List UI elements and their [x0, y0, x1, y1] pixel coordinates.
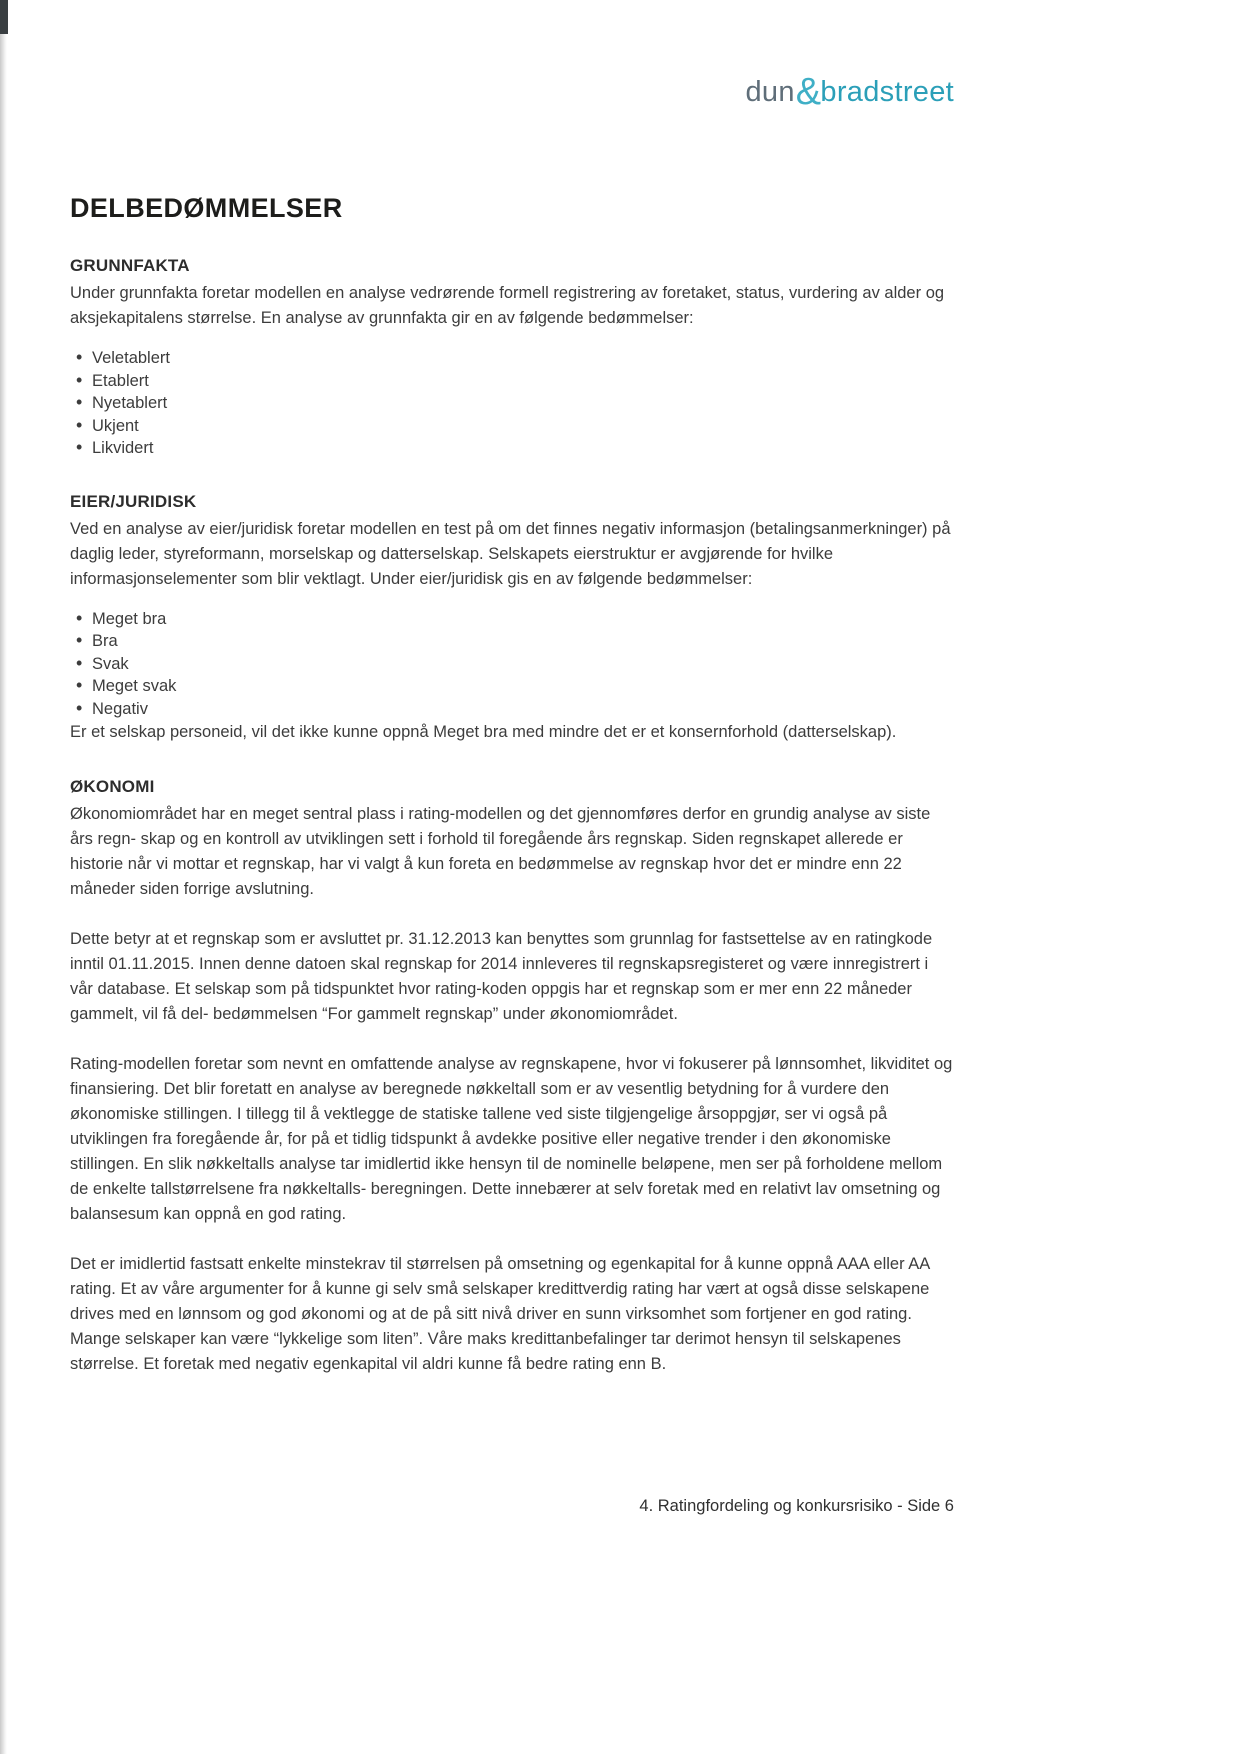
list-item: • Etablert: [76, 370, 954, 393]
page-content: [70, 0, 954, 1377]
scan-corner-artifact: [0, 0, 8, 34]
paragraph-okonomi-2: Dette betyr at et regnskap som er avsluttet pr. 31.12.2013 kan benyttes som grunnlag for fastsettelse av en ratingkode inntil 01.11.2015. Innen denne datoen skal regnskap for 2014 innleveres til regnskapsregisteret og være innregistrert i vår database. Et selskap som på tidspunktet hvor rating-koden oppgis har et regnskap som er mer enn 22 måneder gammelt, vil få del- bedømmelsen “For gammelt regnskap” under økonomiområdet.: [70, 930, 933, 1023]
list-item: • Likvidert: [76, 437, 954, 460]
eier-juridisk-bullet-list: [70, 608, 954, 721]
section-okonomi: [70, 777, 954, 1377]
page-footer: 4. Ratingfordeling og konkursrisiko - Side 6: [639, 1497, 954, 1515]
logo-ampersand-icon: &: [795, 71, 822, 113]
paragraph-okonomi-1: Økonomiområdet har en meget sentral plass i rating-modellen og det gjennomføres derfor en grundig analyse av siste års regn- skap og en kontroll av utviklingen sett i forhold til foregående års regnskap. Siden regnskapet allerede er historie når vi mottar et regnskap, har vi valgt å kun foreta en bedømmelse av regnskap hvor det er mindre enn 22 måneder siden forrige avslutning.: [70, 805, 931, 898]
list-item: • Nyetablert: [76, 392, 954, 415]
section-grunnfakta: [70, 256, 954, 460]
list-item: • Veletablert: [76, 347, 954, 370]
page-title: DELBEDØMMELSER: [70, 193, 343, 223]
list-item: • Bra: [76, 630, 954, 653]
list-item: • Negativ: [76, 698, 954, 721]
list-item: • Meget svak: [76, 675, 954, 698]
list-item: • Svak: [76, 653, 954, 676]
section-heading-grunnfakta: GRUNNFAKTA: [70, 256, 190, 275]
grunnfakta-bullet-list: [70, 347, 954, 460]
list-item: • Ukjent: [76, 415, 954, 438]
paragraph-grunnfakta-intro: Under grunnfakta foretar modellen en analyse vedrørende formell registrering av foretaket, status, vurdering av alder og aksjekapitalens størrelse. En analyse av grunnfakta gir en av følgende bedømmelser:: [70, 284, 945, 327]
logo-dun-text: dun: [745, 76, 795, 108]
paragraph-eier-juridisk-intro: Ved en analyse av eier/juridisk foretar modellen en test på om det finnes negativ informasjon (betalingsanmerkninger) på daglig leder, styreformann, morselskap og datterselskap. Selskapets eierstruktur er avgjørende for hvilke informasjonselementer som blir vektlagt. Under eier/juridisk gis en av følgende bedømmelser:: [70, 519, 951, 588]
section-heading-eier-juridisk: EIER/JURIDISK: [70, 491, 197, 511]
page-edge-shadow: [0, 0, 7, 1754]
section-eier-juridisk: [70, 492, 954, 746]
dun-bradstreet-logo: [70, 0, 954, 113]
paragraph-okonomi-4: Det er imidlertid fastsatt enkelte minstekrav til størrelsen på omsetning og egenkapital for å kunne oppnå AAA eller AA rating. Et av våre argumenter for å kunne gi selv små selskaper kredittverdig rating har vært at også disse selskapene drives med en lønnsom og god økonomi og at de på sitt nivå driver en sunn virksomhet som fortjener en god rating. Mange selskaper kan være “lykkelige som liten”. Våre maks kredittanbefalinger tar derimot hensyn til selskapenes størrelse. Et foretak med negativ egenkapital vil aldri kunne få bedre rating enn B.: [70, 1255, 930, 1373]
paragraph-okonomi-3: Rating-modellen foretar som nevnt en omfattende analyse av regnskapene, hvor vi fokuserer på lønnsomhet, likviditet og finansiering. Det blir foretatt en analyse av beregnede nøkkeltall som er av vesentlig betydning for å vurdere den økonomiske stillingen. I tillegg til å vektlegge de statiske tallene ved siste tilgjengelige årsoppgjør, ser vi også på utviklingen fra foregående år, for på et tidlig tidspunkt å avdekke positive eller negative trender i den økonomiske stillingen. En slik nøkkeltalls analyse tar imidlertid ikke hensyn til de nominelle beløpene, men ser på forholdene mellom de enkelte tallstørrelsene fra nøkkeltalls- beregningen. Dette innebærer at selv foretak med en relativt lav omsetning og balansesum kan oppnå en god rating.: [70, 1055, 953, 1223]
list-item: • Meget bra: [76, 608, 954, 631]
section-heading-okonomi: ØKONOMI: [70, 777, 155, 796]
paragraph-personeid-note: Er et selskap personeid, vil det ikke kunne oppnå Meget bra med mindre det er et konsernforhold (datterselskap).: [70, 723, 897, 741]
logo-bradstreet-text: bradstreet: [820, 76, 954, 108]
